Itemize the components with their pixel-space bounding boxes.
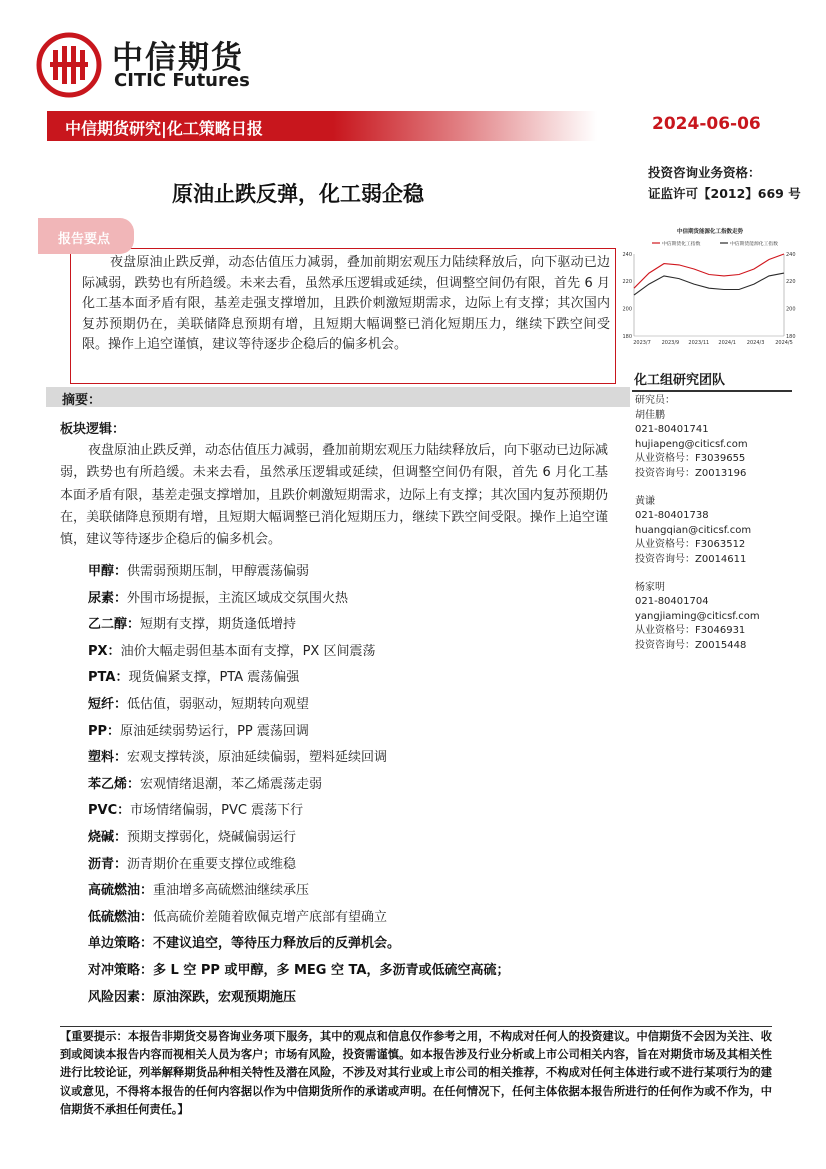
legend-label-chem: 中信期货化工指数 (662, 242, 701, 247)
y-left-tick-label: 180 (622, 333, 632, 340)
member-name: 杨家明 (635, 581, 665, 593)
key-points-tag-label: 报告要点 (58, 232, 111, 247)
x-tick-label: 2024/5 (775, 340, 793, 346)
item-text: 预期支撑弱化，烧碱偏弱运行 (127, 829, 297, 845)
member-advisor-id: 投资咨询号：Z0015448 (635, 639, 747, 651)
x-tick-label: 2023/7 (633, 340, 651, 346)
member-email: yangjiaming@citicsf.com (635, 610, 760, 622)
item-label: 短纤： (88, 696, 128, 712)
member-license: 从业资格号：F3046931 (635, 625, 746, 637)
item-label: 苯乙烯： (88, 776, 141, 792)
report-date: 2024-06-06 (652, 114, 761, 134)
item-text: 多 L 空 PP 或甲醇，多 MEG 空 TA，多沥青或低硫空高硫； (153, 962, 510, 978)
y-right-tick-label: 180 (786, 333, 796, 340)
item-text: 油价大幅走弱但基本面有支撑，PX 区间震荡 (120, 643, 376, 659)
chart-title: 中信期货能源化工指数走势 (676, 229, 744, 235)
product-outlook-item (88, 640, 608, 667)
product-outlook-item (88, 986, 608, 1013)
product-outlook-item (88, 959, 608, 986)
report-banner (47, 111, 597, 141)
qualification-line-1: 投资咨询业务资格： (648, 165, 761, 180)
citic-logo-icon (36, 32, 102, 98)
item-label: 对冲策略： (88, 962, 154, 978)
product-outlook-item (88, 720, 608, 747)
team-title: 化工组研究团队 (634, 373, 726, 388)
item-text: 市场情绪偏弱，PVC 震荡下行 (130, 803, 304, 819)
team-list (635, 394, 760, 654)
item-text: 沥青期价在重要支撑位或维稳 (127, 856, 297, 872)
member-phone: 021-80401741 (635, 424, 709, 436)
item-text: 低估值，弱驱动，短期转向观望 (127, 696, 310, 712)
y-right-tick-label: 200 (786, 306, 796, 313)
item-label: 甲醇： (88, 564, 128, 579)
legend-label-energy: 中信期货能源化工指数 (730, 242, 778, 247)
item-text: 原油深跌，宏观预期施压 (153, 989, 297, 1005)
item-text: 现货偏紧支撑，PTA 震荡偏强 (128, 670, 300, 686)
member-license: 从业资格号：F3039655 (635, 453, 746, 465)
product-outlook-item (88, 799, 608, 826)
member-email: huangqian@citicsf.com (635, 524, 752, 536)
item-text: 短期有支撑，期货逢低增持 (140, 617, 297, 633)
qualification-line-2: 证监许可【2012】669 号 (648, 186, 801, 201)
y-left-tick-label: 220 (622, 279, 632, 286)
product-outlook-item (88, 906, 608, 933)
product-outlook-item (88, 853, 608, 880)
member-license: 从业资格号：F3063512 (635, 539, 746, 551)
x-tick-label: 2024/1 (718, 340, 736, 346)
item-label: 烧碱： (88, 829, 128, 845)
y-left-tick-label: 240 (622, 251, 632, 258)
item-text: 不建议追空，等待压力释放后的反弹机会。 (153, 936, 401, 952)
product-outlook-item (88, 932, 608, 959)
item-label: PX： (88, 643, 121, 659)
summary-bar (46, 387, 630, 407)
key-points-text: 夜盘原油止跌反弹，动态估值压力减弱，叠加前期宏观压力陆续释放后，向下驱动已边际减弱，跌势也有所趋缓。未来去看，虽然承压逻辑或延续，但调整空间仍有限，首先 6 月化工基本面矛盾有限，基差走强支撑增加，且跌价刺激短期需求，边际上有支撑；其次国内复苏预期仍在，美联储降息预期有增，且短期大幅调整已消化短期压力，继续下跌空间受限。操作上追空谨慎，建议等待逐步企稳后的偏多机会。 (82, 255, 610, 353)
member-advisor-id: 投资咨询号：Z0014611 (635, 553, 747, 565)
product-outlook-item (88, 613, 608, 640)
x-tick-label: 2023/9 (661, 340, 680, 346)
item-label: 塑料： (88, 750, 128, 766)
disclaimer-divider (60, 1026, 772, 1027)
product-outlook-item (88, 587, 608, 614)
y-left-tick-label: 200 (622, 306, 632, 313)
product-outlook-list (88, 560, 608, 1012)
disclaimer-text: 【重要提示：本报告非期货交易咨询业务项下服务，其中的观点和信息仅作参考之用，不构成对任何人的投资建议。中信期货不会因为关注、收到或阅读本报告内容而视相关人员为客户；市场有风险，投资需谨慎。如本报告涉及行业分析或上市公司相关内容，旨在对期货市场及其相关性进行比较论证，列举解释期货品种相关特性及潜在风险，不涉及对其行业或上市公司的相关推荐，不构成对任何主体进行或不进行某项行为的建议或意见，不得将本报告的任何内容据以作为中信期货所作的承诺或声明。在任何情况下，任何主体依据本报告所进行的任何作为或不作为，中信期货不承担任何责任。】 (60, 1030, 772, 1116)
item-label: 尿素： (88, 590, 128, 606)
x-tick-label: 2023/11 (688, 340, 710, 346)
item-text: 供需弱预期压制，甲醇震荡偏弱 (127, 564, 310, 579)
member-name: 胡佳鹏 (635, 409, 665, 421)
member-phone: 021-80401738 (635, 510, 709, 522)
item-label: 沥青： (88, 856, 128, 872)
key-points-tag (38, 218, 134, 254)
x-tick-label: 2024/3 (746, 340, 765, 346)
product-outlook-item (88, 773, 608, 800)
banner-text: 中信期货研究|化工策略日报 (65, 119, 263, 138)
logo-english-name: CITIC Futures (114, 70, 250, 91)
item-label: 低硫燃油： (88, 909, 154, 925)
series-line-1 (634, 273, 784, 295)
item-text: 低高硫价差随着欧佩克增产底部有望确立 (153, 909, 388, 925)
member-email: hujiapeng@citicsf.com (635, 438, 748, 450)
product-outlook-item (88, 693, 608, 720)
item-text: 重油增多高硫燃油继续承压 (153, 883, 310, 899)
item-label: PVC： (88, 803, 131, 819)
index-trend-chart (620, 226, 800, 352)
product-outlook-item (88, 666, 608, 693)
item-label: 风险因素： (88, 989, 154, 1005)
member-advisor-id: 投资咨询号：Z0013196 (635, 467, 747, 479)
item-label: 乙二醇： (88, 617, 141, 633)
product-outlook-item (88, 746, 608, 773)
item-label: PP： (88, 723, 121, 739)
product-outlook-item (88, 826, 608, 853)
item-text: 宏观情绪退潮，苯乙烯震荡走弱 (140, 776, 323, 792)
team-role-label: 研究员： (635, 395, 675, 406)
summary-label: 摘要： (62, 393, 102, 408)
member-phone: 021-80401704 (635, 596, 709, 608)
member-name: 黄谦 (635, 495, 655, 507)
item-label: 单边策略： (88, 936, 154, 952)
sector-logic-text: 夜盘原油止跌反弹，动态估值压力减弱，叠加前期宏观压力陆续释放后，向下驱动已边际减弱，跌势也有所趋缓。未来去看，虽然承压逻辑或延续，但调整空间仍有限，首先 6 月化工基本面矛盾有限，基差走强支撑增加，且跌价刺激短期需求，边际上有支撑；其次国内复苏预期仍在，美联储降息预期有增，且短期大幅调整已消化短期压力，继续下跌空间受限。操作上追空谨慎，建议等待逐步企稳后的偏多机会。 (60, 443, 609, 548)
y-right-tick-label: 220 (786, 279, 796, 286)
logo-chinese-name: 中信期货 (112, 40, 244, 76)
item-text: 外围市场提振，主流区域成交氛围火热 (127, 590, 349, 606)
item-text: 宏观支撑转淡，原油延续偏弱，塑料延续回调 (127, 750, 388, 766)
report-title: 原油止跌反弹，化工弱企稳 (172, 182, 424, 206)
series-line-0 (634, 254, 784, 288)
team-divider (632, 390, 792, 392)
product-outlook-item (88, 560, 608, 587)
y-right-tick-label: 240 (786, 251, 796, 258)
item-text: 原油延续弱势运行，PP 震荡回调 (120, 723, 309, 739)
item-label: 高硫燃油： (88, 883, 154, 899)
product-outlook-item (88, 879, 608, 906)
sector-logic-title: 板块逻辑： (60, 422, 126, 437)
item-label: PTA： (88, 670, 129, 686)
